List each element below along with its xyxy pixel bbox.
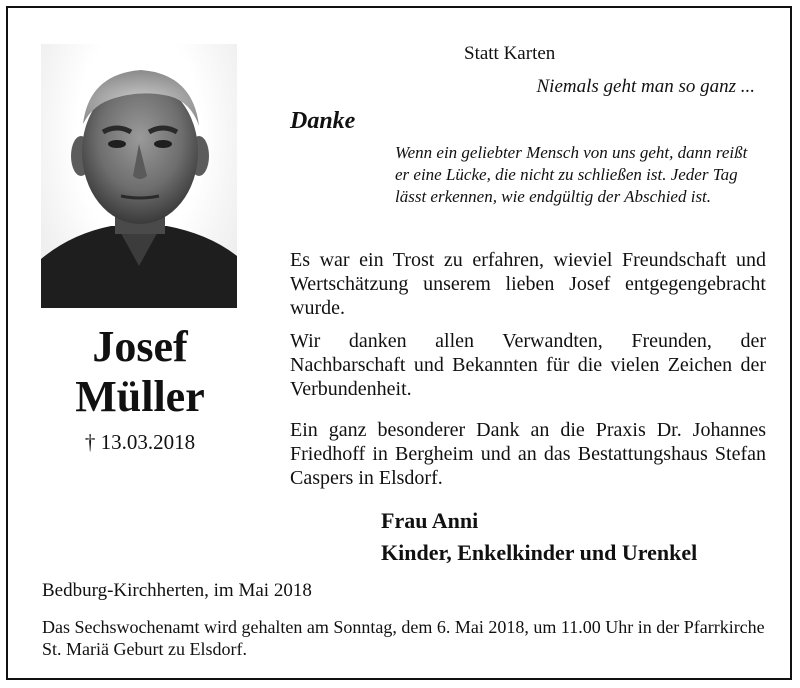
thanks-paragraph-3: Ein ganz besonderer Dank an die Praxis Dr. Johannes Friedhoff in Bergheim und an das Bestattungshaus Stefan Caspers in Elsdorf. [290, 419, 766, 489]
statt-karten-label: Statt Karten [464, 43, 556, 64]
portrait-photo [41, 44, 237, 308]
deceased-first-name: Josef [92, 322, 188, 371]
quote-text: Wenn ein geliebter Mensch von uns geht, dann reißt er eine Lücke, die nicht zu schließen ist. Jeder Tag lässt erkennen, wie endgültig der Abschied ist. [395, 143, 748, 206]
motto-text: Niemals geht man so ganz ... [536, 76, 755, 97]
portrait-image [41, 44, 237, 308]
mass-notice: Das Sechswochenamt wird gehalten am Sonntag, dem 6. Mai 2018, um 11.00 Uhr in der Pfarrkirche St. Mariä Geburt zu Elsdorf. [42, 617, 765, 659]
deceased-last-name: Müller [75, 372, 205, 421]
signature-line-1: Frau Anni [381, 508, 479, 533]
place-date: Bedburg-Kirchherten, im Mai 2018 [42, 580, 312, 601]
obituary-notice [6, 6, 792, 680]
danke-heading: Danke [290, 108, 356, 134]
signature-line-2: Kinder, Enkelkinder und Urenkel [381, 540, 698, 565]
death-date: † 13.03.2018 [84, 430, 196, 454]
thanks-paragraph-2: Wir danken allen Verwandten, Freunden, der Nachbarschaft und Bekannten für die vielen Zeichen der Verbundenheit. [290, 330, 766, 400]
thanks-paragraph-1: Es war ein Trost zu erfahren, wieviel Freundschaft und Wertschätzung unserem lieben Josef entgegengebracht wurde. [290, 249, 766, 319]
